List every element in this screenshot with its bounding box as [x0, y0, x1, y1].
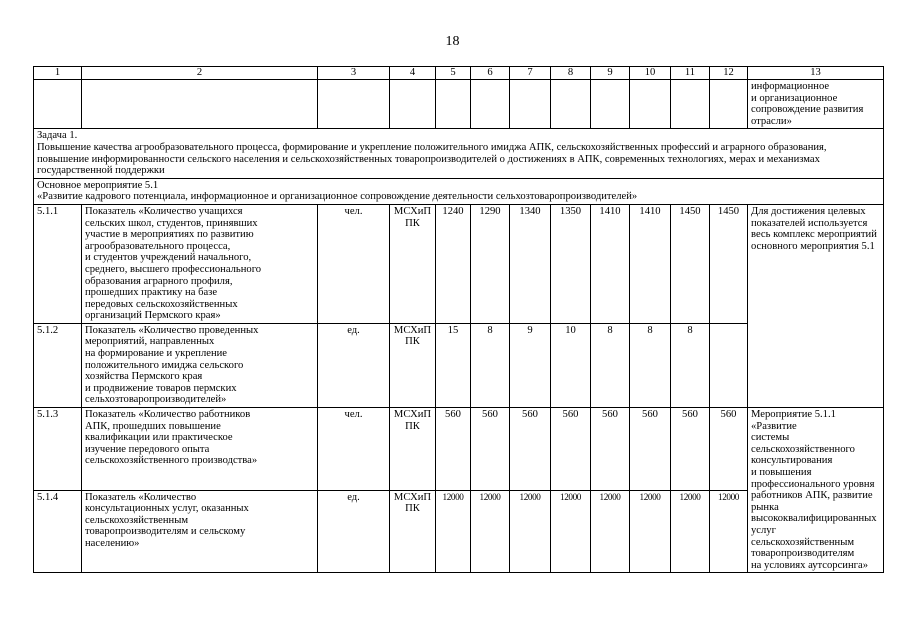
- value-cell: 560: [710, 408, 748, 491]
- unit: чел.: [318, 408, 390, 491]
- value-cell: 10: [551, 323, 591, 407]
- value-cell: 1240: [436, 204, 471, 323]
- indicator-name: Показатель «Количество работников АПК, прошедших повышение квалификации или практическое изучение передового опыта сельскохозяйственного производства»: [82, 408, 318, 491]
- column-number: 13: [748, 67, 884, 80]
- indicator-name: Показатель «Количество консультационных услуг, оказанных сельскохозяйственным товаропроизводителям и сельскому населению»: [82, 490, 318, 573]
- empty-cell: [471, 80, 510, 129]
- task-row: [34, 129, 884, 178]
- value-cell: 8: [671, 323, 710, 407]
- row-number: 5.1.1: [34, 204, 82, 323]
- value-cell: 12000: [510, 490, 551, 573]
- responsible-org: МСХиП ПК: [390, 204, 436, 323]
- column-number: 10: [630, 67, 671, 80]
- column-number: 11: [671, 67, 710, 80]
- column-number: 8: [551, 67, 591, 80]
- empty-cell: [436, 80, 471, 129]
- value-cell: 1410: [591, 204, 630, 323]
- continuation-text: информационное и организационное сопровождение развития отрасли»: [748, 80, 884, 129]
- empty-cell: [591, 80, 630, 129]
- value-cell: 560: [630, 408, 671, 491]
- column-number: 3: [318, 67, 390, 80]
- value-cell: 1350: [551, 204, 591, 323]
- value-cell: 1450: [671, 204, 710, 323]
- value-cell: 8: [471, 323, 510, 407]
- table-row: [34, 408, 884, 491]
- unit: чел.: [318, 204, 390, 323]
- empty-cell: [318, 80, 390, 129]
- main-measure-text: Основное мероприятие 5.1 «Развитие кадрового потенциала, информационное и организационное сопровождение деятельности сельхозтоваропроизводителей»: [34, 178, 884, 204]
- column-number: 4: [390, 67, 436, 80]
- col13-note: Для достижения целевых показателей используется весь комплекс мероприятий основного мероприятия 5.1: [748, 204, 884, 407]
- column-number-row: [34, 67, 884, 80]
- column-number: 6: [471, 67, 510, 80]
- value-cell: 1290: [471, 204, 510, 323]
- value-cell: 12000: [710, 490, 748, 573]
- responsible-org: МСХиП ПК: [390, 323, 436, 407]
- empty-cell: [630, 80, 671, 129]
- column-number: 7: [510, 67, 551, 80]
- continuation-row: [34, 80, 884, 129]
- indicator-name: Показатель «Количество учащихся сельских школ, студентов, принявших участие в мероприятиях по развитию агрообразовательного процесса, и студентов учреждений начального, среднего, высшего профессионального образования аграрного профиля, прошедших практику на базе передовых сельскохозяйственных организаций Пермского края»: [82, 204, 318, 323]
- value-cell: 12000: [671, 490, 710, 573]
- measures-table: [33, 66, 884, 573]
- page-number: 18: [445, 34, 460, 49]
- value-cell: 12000: [630, 490, 671, 573]
- value-cell: 12000: [436, 490, 471, 573]
- value-cell: 1340: [510, 204, 551, 323]
- empty-cell: [710, 80, 748, 129]
- column-number: 1: [34, 67, 82, 80]
- value-cell: 12000: [471, 490, 510, 573]
- unit: ед.: [318, 490, 390, 573]
- indicator-name: Показатель «Количество проведенных мероприятий, направленных на формирование и укрепление положительного имиджа сельского хозяйства Пермского края и продвижение товаров пермских сельхозтоваропроизводителей»: [82, 323, 318, 407]
- value-cell: 560: [551, 408, 591, 491]
- table-row: [34, 204, 884, 323]
- empty-cell: [551, 80, 591, 129]
- value-cell: 560: [591, 408, 630, 491]
- value-cell: [710, 323, 748, 407]
- value-cell: 8: [630, 323, 671, 407]
- empty-cell: [390, 80, 436, 129]
- value-cell: 1450: [710, 204, 748, 323]
- value-cell: 12000: [591, 490, 630, 573]
- value-cell: 1410: [630, 204, 671, 323]
- responsible-org: МСХиП ПК: [390, 490, 436, 573]
- value-cell: 9: [510, 323, 551, 407]
- col13-note: Мероприятие 5.1.1 «Развитие системы сельскохозяйственного консультирования и повышения профессионального уровня работников АПК, развитие рынка высококвалифицированных услуг сельскохозяйственным товаропроизводителям на условиях аутсорсинга»: [748, 408, 884, 573]
- row-number: 5.1.4: [34, 490, 82, 573]
- main-measure-row: [34, 178, 884, 204]
- empty-cell: [82, 80, 318, 129]
- value-cell: 8: [591, 323, 630, 407]
- value-cell: 15: [436, 323, 471, 407]
- column-number: 9: [591, 67, 630, 80]
- row-number: 5.1.3: [34, 408, 82, 491]
- value-cell: 560: [471, 408, 510, 491]
- column-number: 5: [436, 67, 471, 80]
- value-cell: 560: [510, 408, 551, 491]
- column-number: 2: [82, 67, 318, 80]
- value-cell: 560: [671, 408, 710, 491]
- empty-cell: [671, 80, 710, 129]
- unit: ед.: [318, 323, 390, 407]
- task-text: Задача 1. Повышение качества агрообразовательного процесса, формирование и укрепление положительного имиджа АПК, сельскохозяйственных профессий и аграрного образования, повышение информированности сельского населения и сельскохозяйственных товаропроизводителей о достижениях в АПК, современных технологиях, мерах и механизмах государственной поддержки: [34, 129, 884, 178]
- column-number: 12: [710, 67, 748, 80]
- responsible-org: МСХиП ПК: [390, 408, 436, 491]
- empty-cell: [510, 80, 551, 129]
- empty-cell: [34, 80, 82, 129]
- row-number: 5.1.2: [34, 323, 82, 407]
- value-cell: 560: [436, 408, 471, 491]
- value-cell: 12000: [551, 490, 591, 573]
